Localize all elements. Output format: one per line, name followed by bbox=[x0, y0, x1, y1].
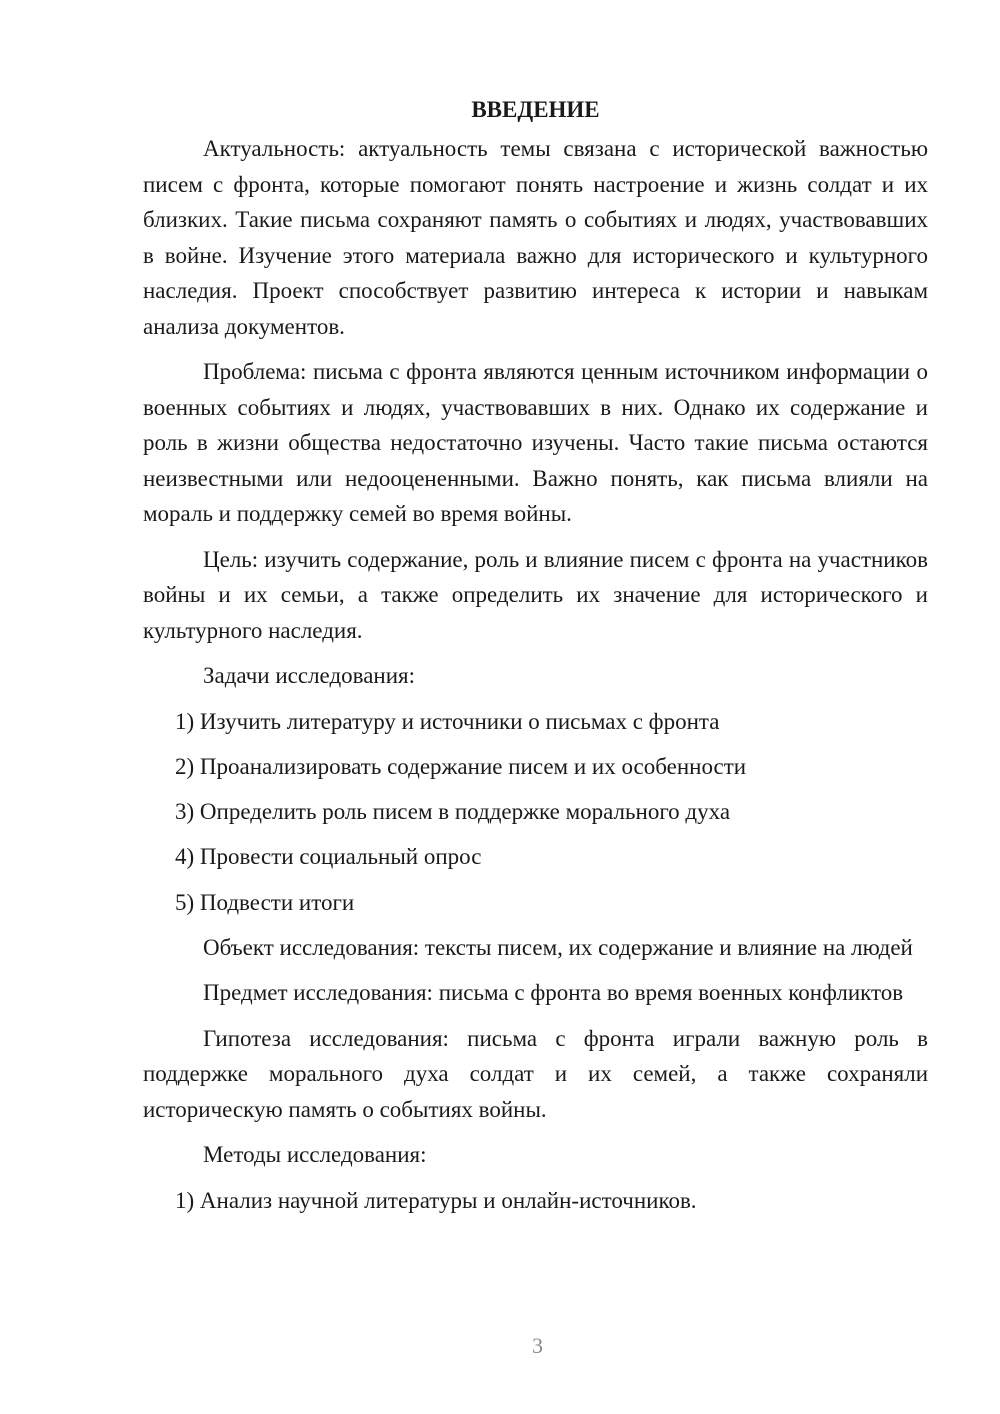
methods-heading: Методы исследования: bbox=[203, 1142, 427, 1168]
document-page bbox=[143, 92, 928, 1228]
methods-list bbox=[143, 1183, 928, 1219]
subject-paragraph: Предмет исследования: письма с фронта во время военных конфликтов bbox=[203, 980, 904, 1006]
task-item: 1) Изучить литературу и источники о письмах с фронта bbox=[175, 708, 720, 734]
task-item: 3) Определить роль писем в поддержке морального духа bbox=[175, 799, 731, 825]
problem-paragraph: Проблема: письма с фронта являются ценным источником информации о военных событиях и людях, участвовавших в них. Однако их содержание и роль в жизни общества недостаточно изучены. Часто такие письма остаются неизвестными или недооцененными. Важно понять, как письма влияли на мораль и поддержку семей во время войны. bbox=[143, 359, 928, 526]
goal-paragraph: Цель: изучить содержание, роль и влияние писем с фронта на участников войны и их семьи, а также определить их значение для исторического и культурного наследия. bbox=[143, 546, 928, 643]
task-item: 5) Подвести итоги bbox=[175, 889, 355, 915]
task-item: 4) Провести социальный опрос bbox=[175, 844, 482, 870]
tasks-heading: Задачи исследования: bbox=[203, 663, 416, 688]
method-item: 1) Анализ научной литературы и онлайн-источников. bbox=[175, 1187, 697, 1213]
hypothesis-paragraph: Гипотеза исследования: письма с фронта играли важную роль в поддержке морального духа солдат и их семей, а также сохраняли историческую память о событиях войны. bbox=[143, 1025, 928, 1122]
page-title: ВВЕДЕНИЕ bbox=[471, 97, 600, 122]
object-paragraph: Объект исследования: тексты писем, их содержание и влияние на людей bbox=[203, 934, 913, 960]
tasks-list bbox=[143, 704, 928, 921]
task-item: 2) Проанализировать содержание писем и их особенности bbox=[175, 753, 747, 779]
relevance-paragraph: Актуальность: актуальность темы связана с исторической важностью писем с фронта, которые помогают понять настроение и жизнь солдат и их близких. Такие письма сохраняют память о событиях и людях, участвовавших в войне. Изучение этого материала важно для исторического и культурного наследия. Проект способствует развитию интереса к истории и навыкам анализа документов. bbox=[143, 136, 928, 339]
page-number: 3 bbox=[532, 1333, 543, 1358]
